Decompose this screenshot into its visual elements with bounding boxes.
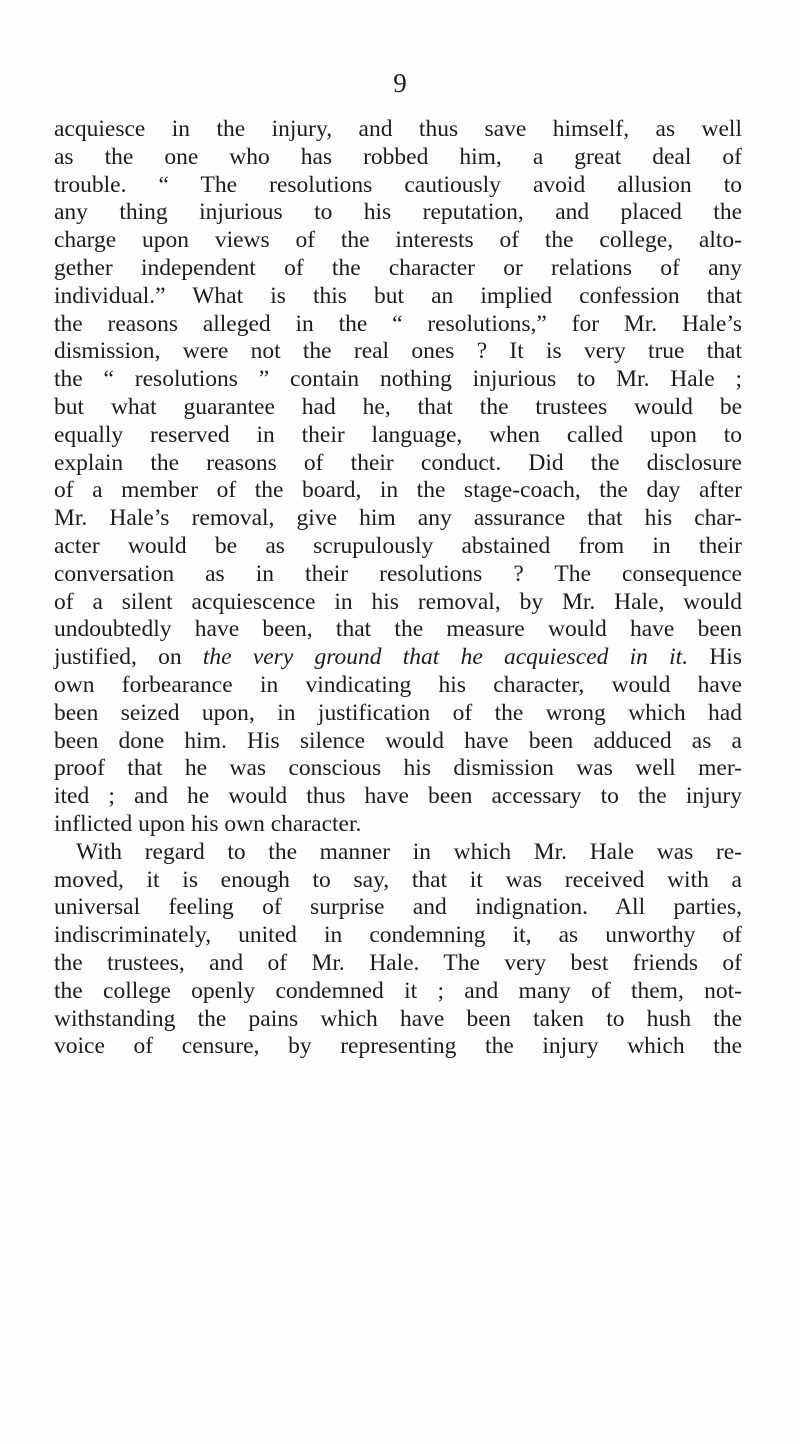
text-segment: indiscriminately, united in condemning it, as unworthy of [54,922,742,949]
text-line [54,589,742,617]
text-line [54,394,742,422]
text-segment: His [688,644,742,671]
text-line [54,450,742,478]
text-segment: explain the reasons of their conduct. Did the disclosure [54,449,742,476]
text-line [54,144,742,172]
text-line [54,366,742,394]
text-segment: conversation as in their resolutions ? The consequence [54,560,742,587]
text-segment: acter would be as scrupulously abstained from in their [54,532,742,559]
text-line [54,700,742,728]
text-segment: moved, it is enough to say, that it was received with a [54,866,742,893]
text-line [54,811,742,839]
text-line [54,894,742,922]
text-line [54,950,742,978]
text-segment: the college openly condemned it ; and many of them, not- [54,977,742,1004]
text-line [54,477,742,505]
text-line [54,505,742,533]
text-segment: individual.” What is this but an implied confession that [54,282,742,309]
text-line [54,867,742,895]
text-segment: as the one who has robbed him, a great deal of [54,143,742,170]
text-line [54,227,742,255]
text-segment: any thing injurious to his reputation, and placed the [54,199,742,226]
text-segment: charge upon views of the interests of the college, alto- [54,227,742,254]
text-line [54,338,742,366]
text-line [54,172,742,200]
text-segment: justified, on [54,644,203,671]
text-segment: voice of censure, by representing the injury which the [54,1033,742,1060]
text-segment: equally reserved in their language, when called upon to [54,421,742,448]
text-line [54,311,742,339]
text-line [54,533,742,561]
text-segment: withstanding the pains which have been taken to hush the [54,1005,742,1032]
text-line [54,422,742,450]
text-segment: universal feeling of surprise and indignation. All parties, [54,894,742,921]
italic-text: the very ground that he acquiesced in it. [202,644,689,671]
text-segment: been seized upon, in justification of the wrong which had [54,699,742,726]
text-line [54,672,742,700]
text-segment: trouble. “ The resolutions cautiously avoid allusion to [54,171,742,198]
text-line [54,255,742,283]
text-segment: gether independent of the character or relations of any [54,254,742,281]
text-segment: undoubtedly have been, that the measure would have been [54,616,742,643]
text-line [54,978,742,1006]
text-segment: dismission, were not the real ones ? It is very true that [54,338,742,365]
text-segment: own forbearance in vindicating his character, would have [54,671,742,698]
text-line [54,755,742,783]
text-segment: the reasons alleged in the “ resolutions,” for Mr. Hale’s [54,310,742,337]
text-line [54,616,742,644]
text-line [54,561,742,589]
text-line [54,839,742,867]
body-text [54,116,742,1061]
text-line [54,644,742,672]
text-segment: Mr. Hale’s removal, give him any assurance that his char- [54,505,742,532]
text-line [54,783,742,811]
text-segment: but what guarantee had he, that the trustees would be [54,393,742,420]
text-line [54,1033,742,1061]
text-segment: been done him. His silence would have been adduced as a [54,727,742,754]
text-segment: of a member of the board, in the stage-coach, the day after [54,477,742,504]
text-segment: acquiesce in the injury, and thus save himself, as well [54,116,742,142]
text-segment: the trustees, and of Mr. Hale. The very best friends of [54,949,742,976]
text-line [54,116,742,144]
page-number: 9 [393,68,407,98]
text-line [54,283,742,311]
text-line [54,199,742,227]
text-line [54,728,742,756]
text-segment: inflicted upon his own character. [54,810,362,837]
text-line [54,922,742,950]
text-segment: With regard to the manner in which Mr. Hale was re- [76,838,742,865]
text-segment: ited ; and he would thus have been accessary to the injury [54,783,742,810]
text-segment: proof that he was conscious his dismission was well mer- [54,755,742,782]
text-segment: of a silent acquiescence in his removal, by Mr. Hale, would [54,588,742,615]
text-segment: the “ resolutions ” contain nothing injurious to Mr. Hale ; [54,366,742,393]
text-line [54,1006,742,1034]
